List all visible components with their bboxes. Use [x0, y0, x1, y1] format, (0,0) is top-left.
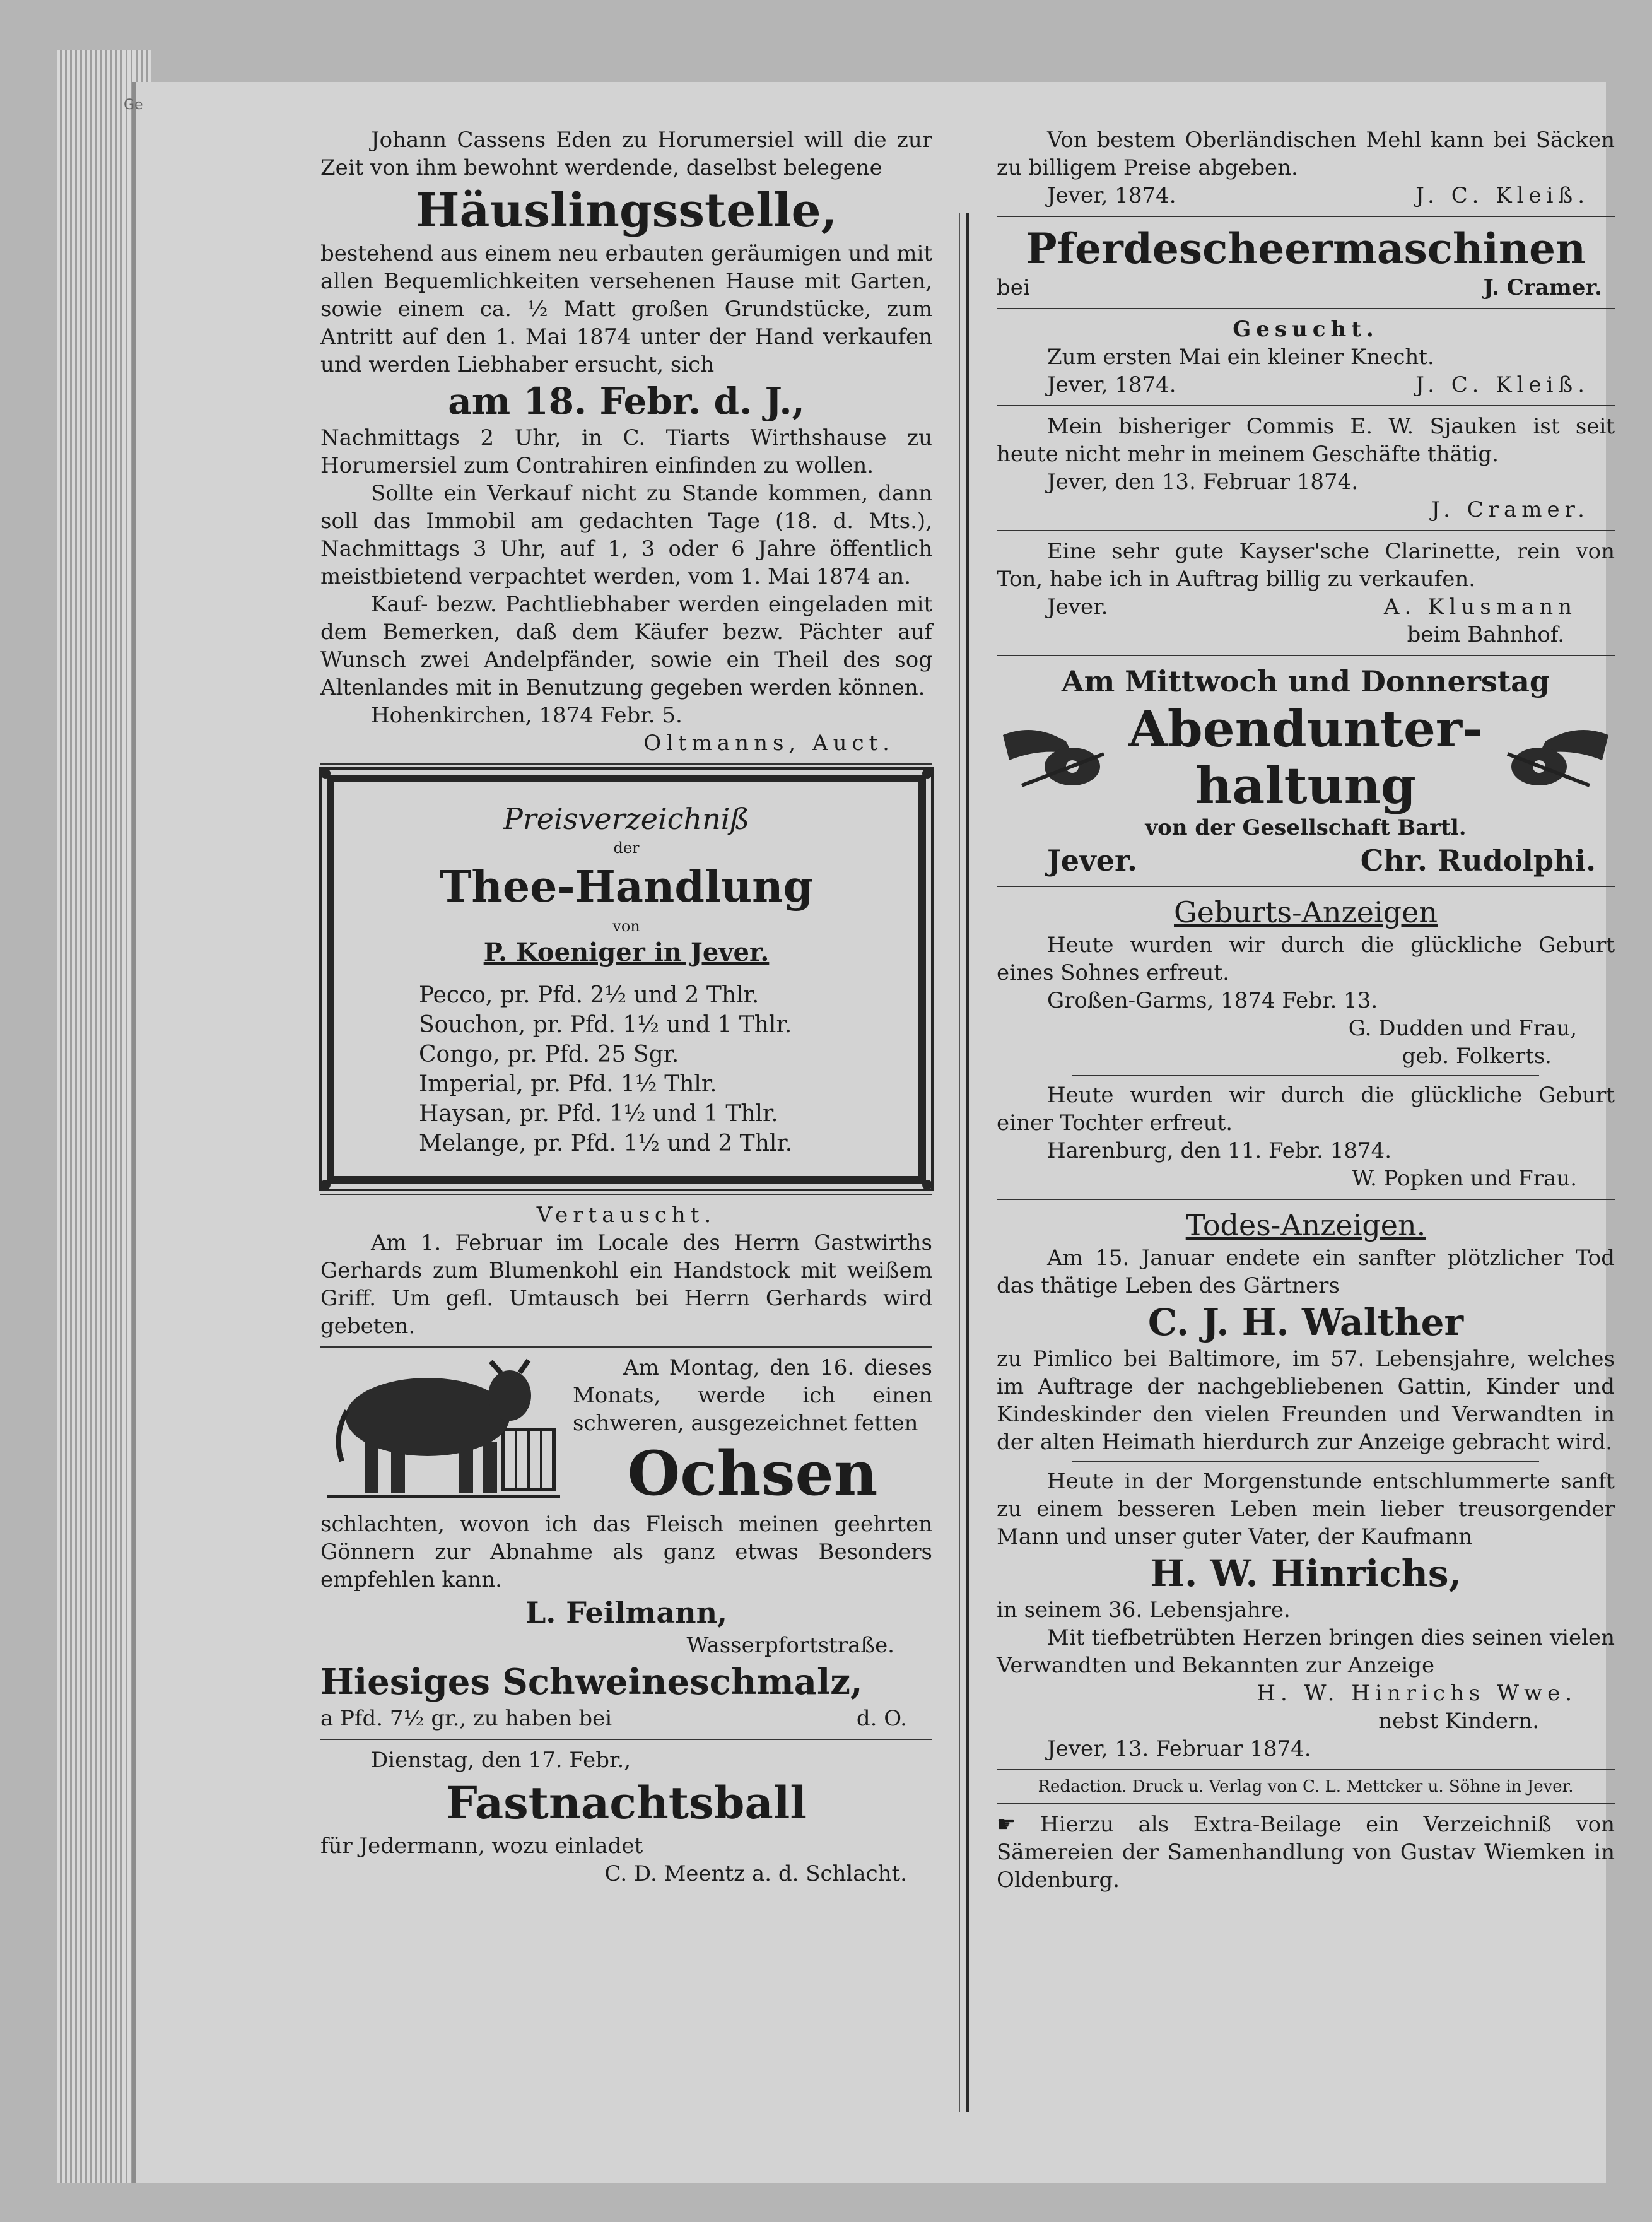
death1-intro: Am 15. Januar endete ein sanfter plötzlicher Tod das thätige Leben des Gärtners — [997, 1245, 1615, 1298]
ornament-corner — [922, 768, 932, 779]
flour-body: Von bestem Oberländischen Mehl kann bei Säcken zu billigem Preise abgeben. — [997, 127, 1615, 180]
clarinet-address: beim Bahnhof. — [1407, 622, 1564, 647]
swap-notice — [320, 1201, 932, 1340]
separator — [1072, 1075, 1539, 1076]
flour-name: J. C. Kleiß. — [1415, 183, 1590, 208]
right-column — [997, 126, 1615, 1894]
lard-seller: d. O. — [856, 1706, 907, 1731]
supplement-note — [997, 1811, 1615, 1894]
flour-place: Jever, 1874. — [1047, 183, 1176, 208]
ox-headline: Ochsen — [627, 1438, 878, 1509]
hand-instrument-icon — [1495, 716, 1615, 798]
death2-children: nebst Kindern. — [1378, 1708, 1539, 1734]
lard-price: a Pfd. 7½ gr., zu haben bei — [320, 1706, 612, 1731]
ornament-corner — [320, 1180, 331, 1190]
ornament-corner — [320, 768, 331, 779]
birth2-names: W. Popken und Frau. — [1352, 1166, 1577, 1191]
column-divider — [966, 213, 969, 2112]
tea-heading: Preisverzeichniß — [503, 802, 750, 836]
lard-ad — [320, 1659, 932, 1732]
evening-host: Chr. Rudolphi. — [1360, 844, 1596, 878]
house-place-date: Hohenkirchen, 1874 Febr. 5. — [371, 703, 682, 728]
tea-merchant: P. Koeniger in Jever. — [483, 938, 770, 967]
death-announcements — [997, 1206, 1615, 1763]
birth1-place: Großen-Garms, 1874 Febr. 13. — [1047, 988, 1378, 1013]
birth1-nee: geb. Folkerts. — [1402, 1043, 1552, 1069]
left-column — [320, 126, 932, 1888]
separator — [997, 655, 1615, 656]
house-body3: Sollte ein Verkauf nicht zu Stande kommen, dann soll das Immobil am gedachten Tage (18. d. Mts.), Nachmittags 3 Uhr, auf 1, 3 oder 6 Jahre öffentlich meistbietend verpachtet werden, vom 1. Mai 1874 an. — [320, 481, 932, 589]
separator — [997, 405, 1615, 406]
ball-date: Dienstag, den 17. Febr., — [371, 1748, 631, 1773]
separator — [997, 1199, 1615, 1200]
birth-announcements — [997, 893, 1615, 1192]
separator — [320, 1194, 932, 1195]
evening-days: Am Mittwoch und Donnerstag — [1061, 664, 1550, 698]
clarinet-place: Jever. — [1047, 594, 1108, 620]
clarinet-ad — [997, 538, 1615, 649]
death2-name: H. W. Hinrichs, — [1150, 1552, 1462, 1595]
wanted-heading: Gesucht. — [1233, 317, 1379, 342]
birth1-body: Heute wurden wir durch die glückliche Geburt eines Sohnes erfreut. — [997, 932, 1615, 985]
ox-body: schlachten, wovon ich das Fleisch meinen geehrten Gönnern zur Abnahme als ganz etwas Besonders empfehlen kann. — [320, 1512, 932, 1592]
swap-heading: Vertauscht. — [536, 1202, 717, 1228]
house-body2: Nachmittags 2 Uhr, in C. Tiarts Wirthshause zu Horumersiel zum Contrahiren einfinden zu wollen. — [320, 425, 932, 478]
imprint: Redaction. Druck u. Verlag von C. L. Mettcker u. Söhne in Jever. — [1038, 1777, 1574, 1796]
clerk-notice — [997, 413, 1615, 524]
evening-place: Jever. — [1047, 844, 1138, 878]
separator — [997, 886, 1615, 887]
tea-von: von — [612, 917, 640, 935]
wanted-ad — [997, 315, 1615, 399]
wanted-place: Jever, 1874. — [1047, 372, 1176, 397]
ox-illustration — [320, 1354, 560, 1505]
shears-headline: Pferdescheermaschinen — [1026, 224, 1586, 273]
separator — [1072, 1461, 1539, 1462]
clerk-place-date: Jever, den 13. Februar 1874. — [1047, 469, 1359, 495]
ox-ad — [320, 1354, 932, 1659]
house-body4: Kauf- bezw. Pachtliebhaber werden eingeladen mit dem Bemerken, daß dem Käufer bezw. Pächter auf Wunsch zwei Andelpfänder, sowie ein Theil des sog Altenlandes mit in Benutzung gegeben werden können. — [320, 592, 932, 700]
tea-title: Thee-Handlung — [439, 862, 814, 912]
pointing-hand-icon: ☛ — [997, 1812, 1016, 1837]
ox-name: L. Feilmann, — [525, 1596, 728, 1630]
column-divider-thin — [959, 213, 960, 2112]
separator — [997, 216, 1615, 217]
tea-item: Pecco, pr. Pfd. 2½ und 2 Thlr. — [419, 982, 759, 1008]
shears-name: J. Cramer. — [1483, 275, 1602, 300]
house-date-line: am 18. Febr. d. J., — [448, 380, 805, 423]
tea-item: Souchon, pr. Pfd. 1½ und 1 Thlr. — [419, 1012, 792, 1038]
death2-widow: H. W. Hinrichs Wwe. — [1257, 1681, 1577, 1706]
death2-intro: Heute in der Morgenstunde entschlummerte sanft zu einem besseren Leben mein lieber treusorgender Mann und unser guter Vater, der Kaufmann — [997, 1469, 1615, 1549]
birth2-place: Harenburg, den 11. Febr. 1874. — [1047, 1138, 1392, 1163]
clerk-name: J. Cramer. — [1431, 497, 1590, 522]
tea-der: der — [613, 839, 640, 857]
death2-age: in seinem 36. Lebensjahre. — [997, 1597, 1291, 1623]
house-headline: Häuslingsstelle, — [415, 184, 838, 238]
clerk-body: Mein bisheriger Commis E. W. Sjauken ist seit heute nicht mehr in meinem Geschäfte thätig. — [997, 414, 1615, 467]
separator — [320, 763, 932, 765]
house-signature: Oltmanns, Auct. — [643, 731, 894, 756]
swap-body: Am 1. Februar im Locale des Herrn Gastwirths Gerhards zum Blumenkohl ein Handstock mit weißem Griff. Um gefl. Umtausch bei Herrn Gerhards wird gebeten. — [320, 1230, 932, 1339]
separator — [997, 1769, 1615, 1770]
tea-item: Congo, pr. Pfd. 25 Sgr. — [419, 1042, 679, 1067]
death2-body: Mit tiefbetrübten Herzen bringen dies seinen vielen Verwandten und Bekannten zur Anzeige — [997, 1625, 1615, 1678]
separator — [997, 308, 1615, 309]
clarinet-name: A. Klusmann — [1383, 594, 1577, 620]
evening-entertainment-ad — [997, 662, 1615, 879]
evening-byline: von der Gesellschaft Bartl. — [1145, 815, 1467, 840]
ball-invite: für Jedermann, wozu einladet — [320, 1833, 643, 1859]
ball-headline: Fastnachtsball — [446, 1777, 807, 1829]
tea-item: Melange, pr. Pfd. 1½ und 2 Thlr. — [419, 1131, 793, 1156]
tea-item: Imperial, pr. Pfd. 1½ Thlr. — [419, 1071, 717, 1097]
tea-price-list-ad — [327, 775, 926, 1184]
wanted-body: Zum ersten Mai ein kleiner Knecht. — [1047, 344, 1434, 370]
births-heading: Geburts-Anzeigen — [1174, 895, 1438, 929]
ox-intro: Am Montag, den 16. dieses Monats, werde ich einen schweren, ausgezeichnet fetten — [573, 1355, 932, 1436]
separator — [997, 1803, 1615, 1804]
page-edge-label: Ge — [124, 97, 143, 113]
deaths-heading: Todes-Anzeigen. — [1185, 1208, 1426, 1242]
ball-ad — [320, 1746, 932, 1888]
wanted-name: J. C. Kleiß. — [1415, 372, 1590, 397]
death1-body: zu Pimlico bei Baltimore, im 57. Lebensjahre, welches im Auftrage der nachgebliebenen Gattin, Kinder und Kindeskinder den vielen Freunden und Verwandten in der alten Heimath hierdurch zur Anzeige gebracht wird. — [997, 1346, 1615, 1455]
ball-host: C. D. Meentz a. d. Schlacht. — [604, 1861, 907, 1886]
hand-instrument-icon — [997, 716, 1116, 798]
lard-headline: Hiesiges Schweineschmalz, — [320, 1661, 863, 1703]
shears-bei: bei — [997, 275, 1030, 300]
ox-street: Wasserpfortstraße. — [686, 1633, 894, 1658]
death2-place-date: Jever, 13. Februar 1874. — [1047, 1736, 1311, 1761]
flour-ad — [997, 126, 1615, 209]
clarinet-body: Eine sehr gute Kayser'sche Clarinette, rein von Ton, habe ich in Auftrag billig zu verkaufen. — [997, 539, 1615, 592]
separator — [320, 1346, 932, 1348]
separator — [320, 1739, 932, 1740]
tea-item: Haysan, pr. Pfd. 1½ und 1 Thlr. — [419, 1101, 778, 1127]
house-intro: Johann Cassens Eden zu Horumersiel will die zur Zeit von ihm bewohnt werdende, daselbst belegene — [320, 127, 932, 180]
evening-title1: Abendunter- — [1128, 699, 1484, 758]
birth2-body: Heute wurden wir durch die glückliche Geburt einer Tochter erfreut. — [997, 1083, 1615, 1136]
separator — [997, 530, 1615, 531]
death1-name: C. J. H. Walther — [1147, 1301, 1464, 1344]
evening-title2: haltung — [1195, 756, 1416, 815]
house-body1: bestehend aus einem neu erbauten geräumigen und mit allen Bequemlichkeiten versehenen Hause mit Garten, sowie einem ca. ½ Matt großen Grundstücke, zum Antritt auf den 1. Mai 1874 unter der Hand verkaufen und werden Liebhaber ersucht, sich — [320, 241, 932, 377]
shears-ad — [997, 223, 1615, 302]
ornament-corner — [922, 1180, 932, 1190]
supplement-text: Hierzu als Extra-Beilage ein Verzeichniß von Sämereien der Samenhandlung von Gustav Wiemken in Oldenburg. — [997, 1812, 1615, 1893]
birth1-names: G. Dudden und Frau, — [1348, 1016, 1577, 1041]
house-sale-ad — [320, 126, 932, 757]
